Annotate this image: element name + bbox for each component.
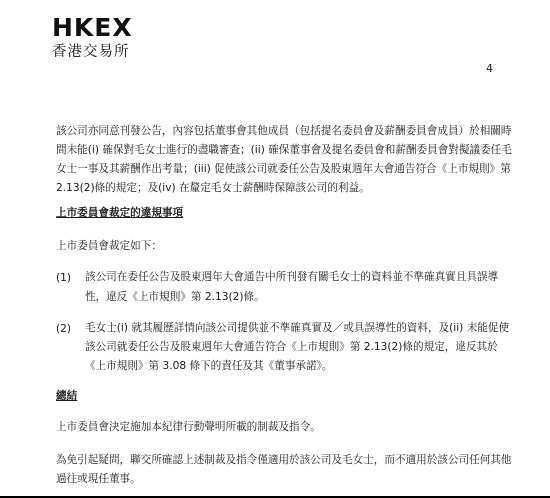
item-line: 《上市規則》第 3.08 條下的責任及其《董事承諾》。 (85, 360, 333, 372)
section-heading-conclusion: 總結 (56, 390, 78, 402)
disclaimer-line: 為免引起疑問，聯交所確認上述制裁及指令僅適用於該公司及毛女士，而不適用於該公司任何其他 (56, 454, 512, 466)
intro-line: 該公司亦同意刊發公告，內容包括董事會其他成員（包括提名委員會及薪酬委員會成員）於相關時 (56, 125, 512, 137)
section-heading-violations: 上市委員會裁定的違規事項 (56, 207, 184, 219)
item-line: 該公司就委任公告及股東週年大會通告符合《上市規則》第 2.13(2)條的規定，違反其於 (85, 341, 498, 353)
page-number: 4 (486, 62, 493, 75)
intro-line: 2.13(2)條的規定；及(iv) 在釐定毛女士薪酬時保障該公司的利益。 (56, 182, 370, 194)
disclaimer-line: 過往或現任董事。 (56, 473, 141, 485)
item-line: 性，違反《上市規則》第 2.13(2)條。 (85, 291, 265, 303)
logo-wordmark: HKEX (52, 13, 133, 42)
intro-line: 女士一事及其薪酬作出考量；(iii) 促使該公司就委任公告及股東週年大會通告符合《上市規則》第 (56, 163, 511, 175)
item-number: (1) (56, 272, 72, 284)
conclusion-paragraph: 上市委員會決定施加本紀律行動聲明所載的制裁及指令。 (56, 421, 321, 433)
item-number: (2) (56, 323, 72, 335)
item-line: 毛女士(i) 就其履歷詳情向該公司提供並不準確真實及／或具誤導性的資料，及(ii) 未能促使 (85, 322, 510, 334)
item-line: 該公司在委任公告及股東週年大會通告中所刊發有關毛女士的資料並不準確真實且具誤導 (85, 271, 499, 283)
intro-line: 間未能(i) 確保對毛女士進行的盡職審查；(ii) 確保董事會及提名委員會和薪酬委員會對擬議委任毛 (56, 144, 512, 156)
hkex-logo (52, 14, 133, 61)
section-lead: 上市委員會裁定如下： (56, 240, 162, 252)
logo-subtitle: 香港交易所 (52, 44, 130, 60)
